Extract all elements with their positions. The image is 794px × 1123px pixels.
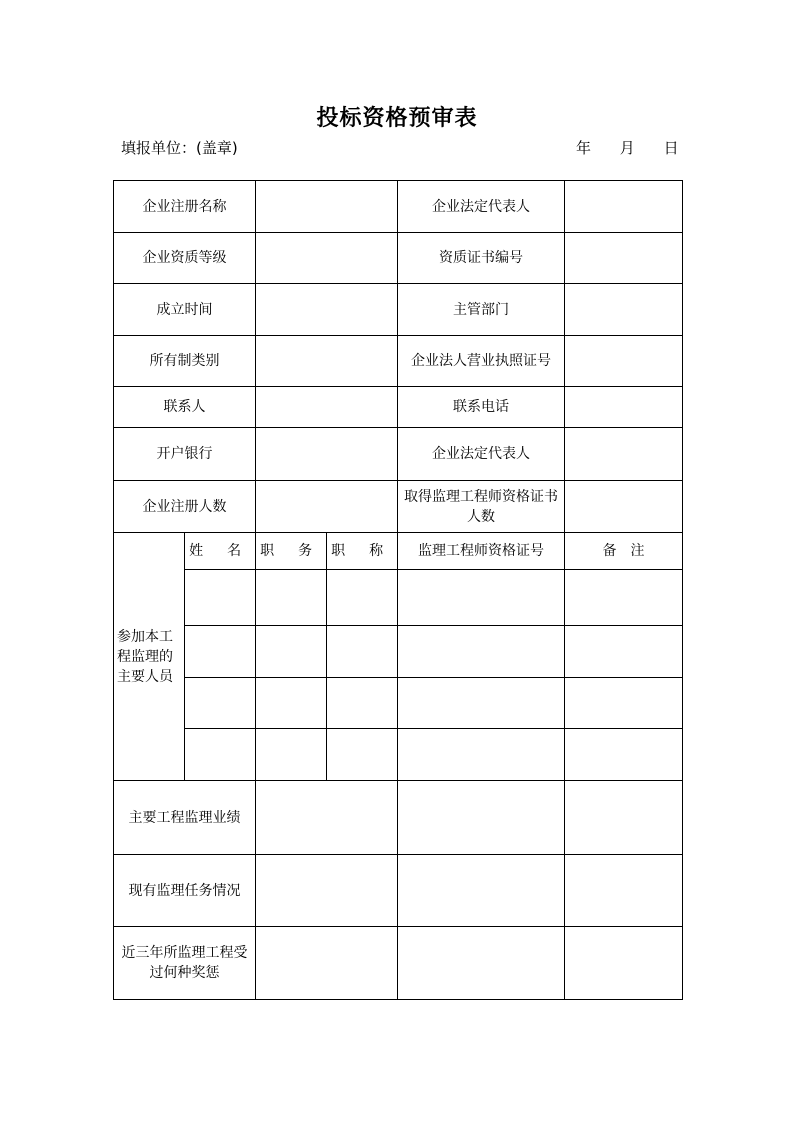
label-registered-staff: 企业注册人数 (114, 481, 256, 533)
label-performance: 主要工程监理业绩 (114, 781, 256, 855)
label-current-tasks: 现有监理任务情况 (114, 855, 256, 927)
staff-title-cell[interactable] (327, 570, 398, 626)
value-bank[interactable] (256, 428, 398, 481)
label-certified-engineers: 取得监理工程师资格证书人数 (398, 481, 565, 533)
staff-remark-cell[interactable] (565, 678, 683, 729)
value-current-tasks-2[interactable] (398, 855, 565, 927)
label-legal-rep-2: 企业法定代表人 (398, 428, 565, 481)
label-contact-phone: 联系电话 (398, 387, 565, 428)
staff-position-cell[interactable] (256, 626, 327, 678)
label-certificate-number: 资质证书编号 (398, 233, 565, 284)
table-row (114, 428, 683, 481)
value-founded-date[interactable] (256, 284, 398, 336)
date-month: 月 (619, 139, 635, 157)
value-legal-rep-2[interactable] (565, 428, 683, 481)
label-business-license: 企业法人营业执照证号 (398, 336, 565, 387)
table-row (114, 781, 683, 855)
label-ownership-type: 所有制类别 (114, 336, 256, 387)
value-contact-person[interactable] (256, 387, 398, 428)
table-row (114, 181, 683, 233)
staff-title-cell[interactable] (327, 729, 398, 781)
header-name: 姓 名 (185, 533, 256, 570)
date-day: 日 (663, 139, 679, 157)
staff-cert-cell[interactable] (398, 570, 565, 626)
value-awards-2[interactable] (398, 927, 565, 1000)
staff-remark-cell[interactable] (565, 570, 683, 626)
value-performance-3[interactable] (565, 781, 683, 855)
table-row (114, 855, 683, 927)
header-remark: 备 注 (565, 533, 683, 570)
table-row (114, 729, 683, 781)
staff-name-cell[interactable] (185, 570, 256, 626)
prequalification-form (113, 180, 683, 1000)
value-business-license[interactable] (565, 336, 683, 387)
value-certified-engineers[interactable] (565, 481, 683, 533)
value-company-name[interactable] (256, 181, 398, 233)
label-qualification-level: 企业资质等级 (114, 233, 256, 284)
value-legal-rep[interactable] (565, 181, 683, 233)
staff-title-cell[interactable] (327, 626, 398, 678)
table-row (114, 387, 683, 428)
filling-unit-label: 填报单位：(盖章) (121, 139, 238, 157)
table-row (114, 336, 683, 387)
date-year: 年 (576, 139, 592, 157)
label-supervising-dept: 主管部门 (398, 284, 565, 336)
date-line (576, 137, 679, 158)
value-awards[interactable] (256, 927, 398, 1000)
label-contact-person: 联系人 (114, 387, 256, 428)
table-row (114, 626, 683, 678)
value-qualification-level[interactable] (256, 233, 398, 284)
label-founded-date: 成立时间 (114, 284, 256, 336)
label-company-name: 企业注册名称 (114, 181, 256, 233)
staff-position-cell[interactable] (256, 729, 327, 781)
header-cert-number: 监理工程师资格证号 (398, 533, 565, 570)
staff-title-cell[interactable] (327, 678, 398, 729)
value-ownership-type[interactable] (256, 336, 398, 387)
table-row (114, 570, 683, 626)
value-performance-2[interactable] (398, 781, 565, 855)
table-row (114, 927, 683, 1000)
value-registered-staff[interactable] (256, 481, 398, 533)
value-contact-phone[interactable] (565, 387, 683, 428)
staff-position-cell[interactable] (256, 678, 327, 729)
value-current-tasks-3[interactable] (565, 855, 683, 927)
value-current-tasks[interactable] (256, 855, 398, 927)
staff-name-cell[interactable] (185, 626, 256, 678)
header-position: 职 务 (256, 533, 327, 570)
staff-cert-cell[interactable] (398, 626, 565, 678)
staff-position-cell[interactable] (256, 570, 327, 626)
value-certificate-number[interactable] (565, 233, 683, 284)
page-title: 投标资格预审表 (316, 105, 478, 131)
staff-remark-cell[interactable] (565, 729, 683, 781)
staff-cert-cell[interactable] (398, 729, 565, 781)
staff-name-cell[interactable] (185, 678, 256, 729)
value-performance[interactable] (256, 781, 398, 855)
table-row (114, 678, 683, 729)
label-legal-rep: 企业法定代表人 (398, 181, 565, 233)
label-bank: 开户银行 (114, 428, 256, 481)
label-awards: 近三年所监理工程受过何种奖惩 (114, 927, 256, 1000)
staff-header-row (114, 533, 683, 570)
table-row (114, 284, 683, 336)
table-row (114, 481, 683, 533)
value-supervising-dept[interactable] (565, 284, 683, 336)
header-title: 职 称 (327, 533, 398, 570)
staff-cert-cell[interactable] (398, 678, 565, 729)
value-awards-3[interactable] (565, 927, 683, 1000)
table-row (114, 233, 683, 284)
staff-remark-cell[interactable] (565, 626, 683, 678)
label-main-staff: 参加本工程监理的主要人员 (114, 533, 185, 781)
staff-name-cell[interactable] (185, 729, 256, 781)
